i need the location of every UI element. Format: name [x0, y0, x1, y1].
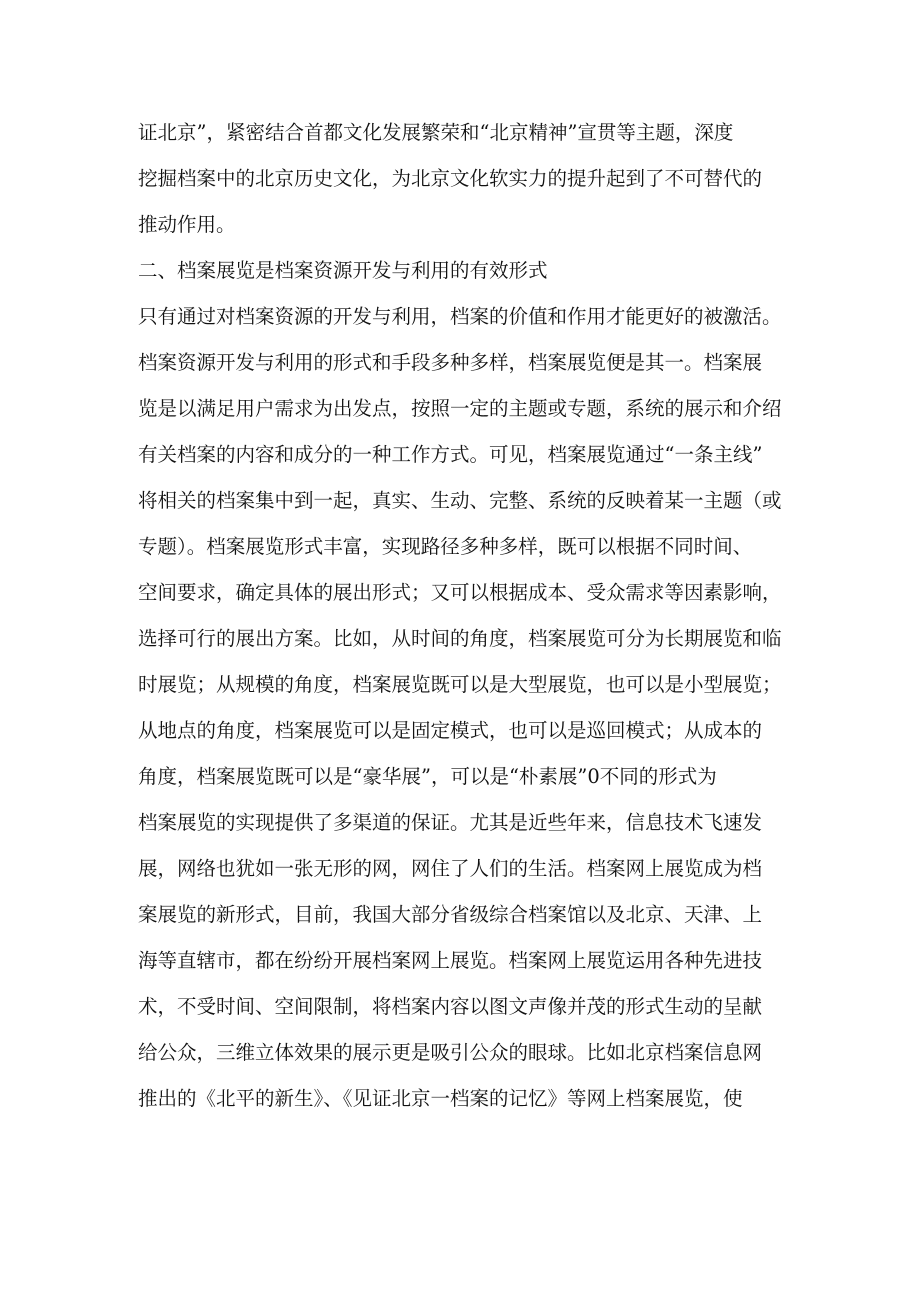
- paragraph-line: 专题）。档案展览形式丰富，实现路径多种多样，既可以根据不同时间、: [138, 535, 753, 558]
- paragraph-line: 展，网络也犹如一张无形的网，网住了人们的生活。档案网上展览成为档: [138, 857, 763, 880]
- paragraph-line: 只有通过对档案资源的开发与利用，档案的价值和作用才能更好的被激活。: [138, 305, 782, 328]
- paragraph-line: 术，不受时间、空间限制，将档案内容以图文声像并茂的形式生动的呈献: [138, 995, 763, 1018]
- paragraph-line: 推出的《北平的新生》、《见证北京一档案的记忆》等网上档案展览，使: [138, 1087, 743, 1110]
- paragraph-line: 览是以满足用户需求为出发点，按照一定的主题或专题，系统的展示和介绍: [138, 397, 782, 420]
- paragraph-line: 时展览；从规模的角度，档案展览既可以是大型展览，也可以是小型展览；: [138, 673, 782, 696]
- paragraph-line: 档案展览的实现提供了多渠道的保证。尤其是近些年来，信息技术飞速发: [138, 811, 763, 834]
- section-heading: 二、档案展览是档案资源开发与利用的有效形式: [138, 259, 548, 282]
- paragraph-line: 档案资源开发与利用的形式和手段多种多样，档案展览便是其一。档案展: [138, 351, 763, 374]
- paragraph-line: 海等直辖市，都在纷纷开展档案网上展览。档案网上展览运用各种先进技: [138, 949, 763, 972]
- paragraph-line: 推动作用。: [138, 213, 236, 236]
- paragraph-line: 将相关的档案集中到一起，真实、生动、完整、系统的反映着某一主题（或: [138, 489, 782, 512]
- paragraph-line: 角度，档案展览既可以是“豪华展”，可以是“朴素展”0不同的形式为: [138, 765, 717, 788]
- paragraph-line: 证北京”，紧密结合首都文化发展繁荣和“北京精神”宣贯等主题，深度: [138, 121, 734, 144]
- paragraph-line: 案展览的新形式，目前，我国大部分省级综合档案馆以及北京、天津、上: [138, 903, 763, 926]
- paragraph-line: 挖掘档案中的北京历史文化，为北京文化软实力的提升起到了不可替代的: [138, 167, 763, 190]
- paragraph-line: 有关档案的内容和成分的一种工作方式。可见，档案展览通过“一条主线”: [138, 443, 763, 466]
- document-body: [138, 110, 788, 1122]
- paragraph-line: 从地点的角度，档案展览可以是固定模式，也可以是巡回模式；从成本的: [138, 719, 763, 742]
- paragraph-line: 选择可行的展出方案。比如，从时间的角度，档案展览可分为长期展览和临: [138, 627, 782, 650]
- paragraph-line: 空间要求，确定具体的展出形式；又可以根据成本、受众需求等因素影响，: [138, 581, 782, 604]
- paragraph-line: 给公众，三维立体效果的展示更是吸引公众的眼球。比如北京档案信息网: [138, 1041, 763, 1064]
